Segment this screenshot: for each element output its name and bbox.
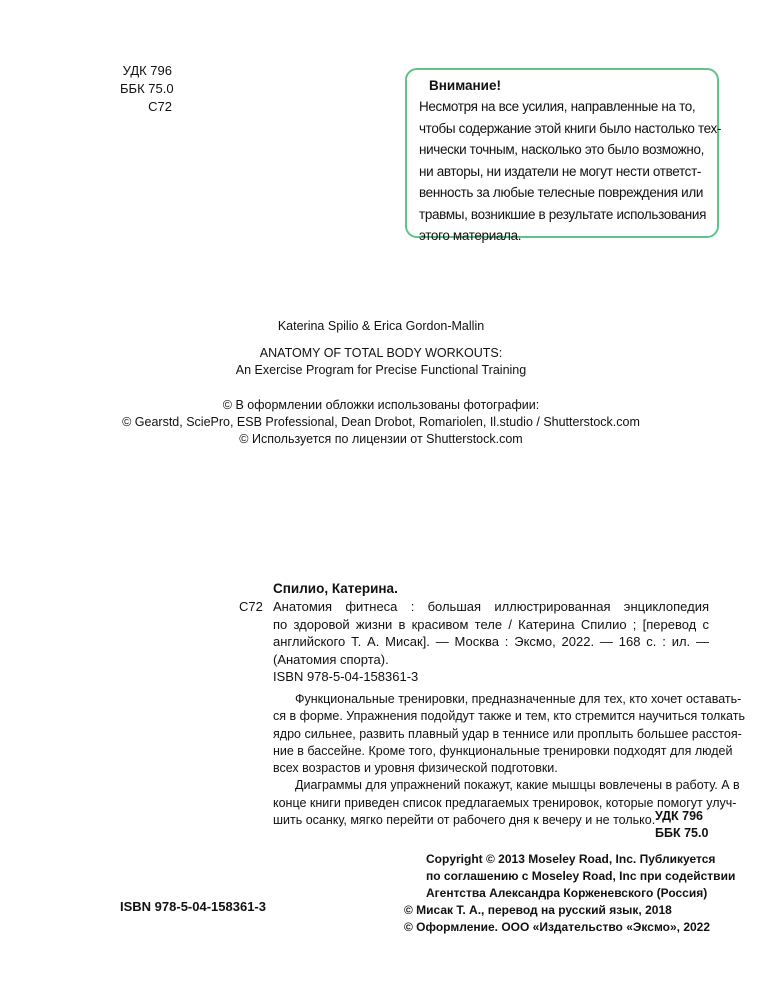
annotation-line: ядро сильнее, развить плавный удар в теннисе или проплыть большее расстоя- [273,726,742,741]
bbk-code-bottom: ББК 75.0 [655,826,709,840]
copyright-line: © Оформление. ООО «Издательство «Эксмо», 2022 [404,920,711,934]
copyright-line: по соглашению с Moseley Road, Inc при содействии [426,869,736,883]
warning-line: ни авторы, ни издатели не могут нести ответст- [419,163,702,179]
annotation-line: конце книги приведен список предлагаемых тренировок, которые помогут улуч- [273,795,737,810]
warning-line: венность за любые телесные повреждения или [419,185,704,200]
warning-line: чтобы содержание этой книги было настолько тех- [419,120,722,136]
bbk-code: ББК 75.0 [120,81,174,96]
original-title: ANATOMY OF TOTAL BODY WORKOUTS: [259,346,503,360]
warning-line: Несмотря на все усилия, направленные на то, [419,99,696,114]
annotation-line: Диаграммы для упражнений покажут, какие мышцы вовлечены в работу. А в [295,778,740,793]
udk-code: УДК 796 [122,63,172,78]
catalog-description [273,598,709,668]
classification-block [120,62,172,116]
catalog-description-line: по здоровой жизни в красивом теле / Катерина Спилио ; [перевод с [273,616,709,632]
annotation-line: ние в бассейне. Кроме того, функциональные тренировки подходят для людей [273,743,733,758]
copyright-line: © Мисак Т. А., перевод на русский язык, 2018 [404,903,672,917]
warning-line: травмы, возникшие в результате использования [419,206,707,222]
copyright-block [404,851,735,936]
photo-credit-line: © В оформлении обложки использованы фотографии: [222,398,540,412]
original-authors: Katerina Spilio & Erica Gordon-Mallin [277,319,485,333]
catalog-description-line: Анатомия фитнеса : большая иллюстрированная энциклопедия [273,599,709,614]
catalog-description-line: (Анатомия спорта). [273,651,389,667]
warning-title: Внимание! [429,78,501,93]
annotation [273,691,745,829]
catalog-code: С72 [239,599,263,614]
photo-credit-line: © Gearstd, SciePro, ESB Professional, Dean Drobot, Romariolen, Il.studio / Shutterstock.com [122,415,640,429]
author-mark: С72 [148,99,172,114]
warning-box [405,68,722,243]
copyright-line: Агентства Александра Корженевского (Россия) [426,886,708,900]
isbn-bottom: ISBN 978-5-04-158361-3 [120,899,266,914]
catalog-description-line: английского Т. А. Мисак]. — Москва : Эксмо, 2022. — 168 с. : ил. — [273,634,709,649]
annotation-line: Функциональные тренировки, предназначенные для тех, кто хочет оставать- [295,692,742,706]
original-subtitle: An Exercise Program for Precise Functional Training [235,363,527,377]
warning-line: этого материала. [419,228,522,243]
copyright-line: Copyright © 2013 Moseley Road, Inc. Публикуется [426,852,716,866]
catalog-isbn: ISBN 978-5-04-158361-3 [273,669,419,684]
annotation-line: ся в форме. Упражнения подойдут также и тем, кто стремится научиться толкать [273,709,745,724]
annotation-line: всех возрастов и уровня физической подготовки. [273,761,558,776]
classification-bottom [655,808,708,842]
warning-line: нически точным, насколько это было возможно, [419,142,705,157]
catalog-author: Спилио, Катерина. [273,581,398,596]
udk-code-bottom: УДК 796 [655,809,704,823]
photo-credit-line: © Используется по лицензии от Shutterstock.com [239,432,523,446]
annotation-line: шить осанку, мягко перейти от рабочего дня к вечеру и не только. [273,813,656,828]
